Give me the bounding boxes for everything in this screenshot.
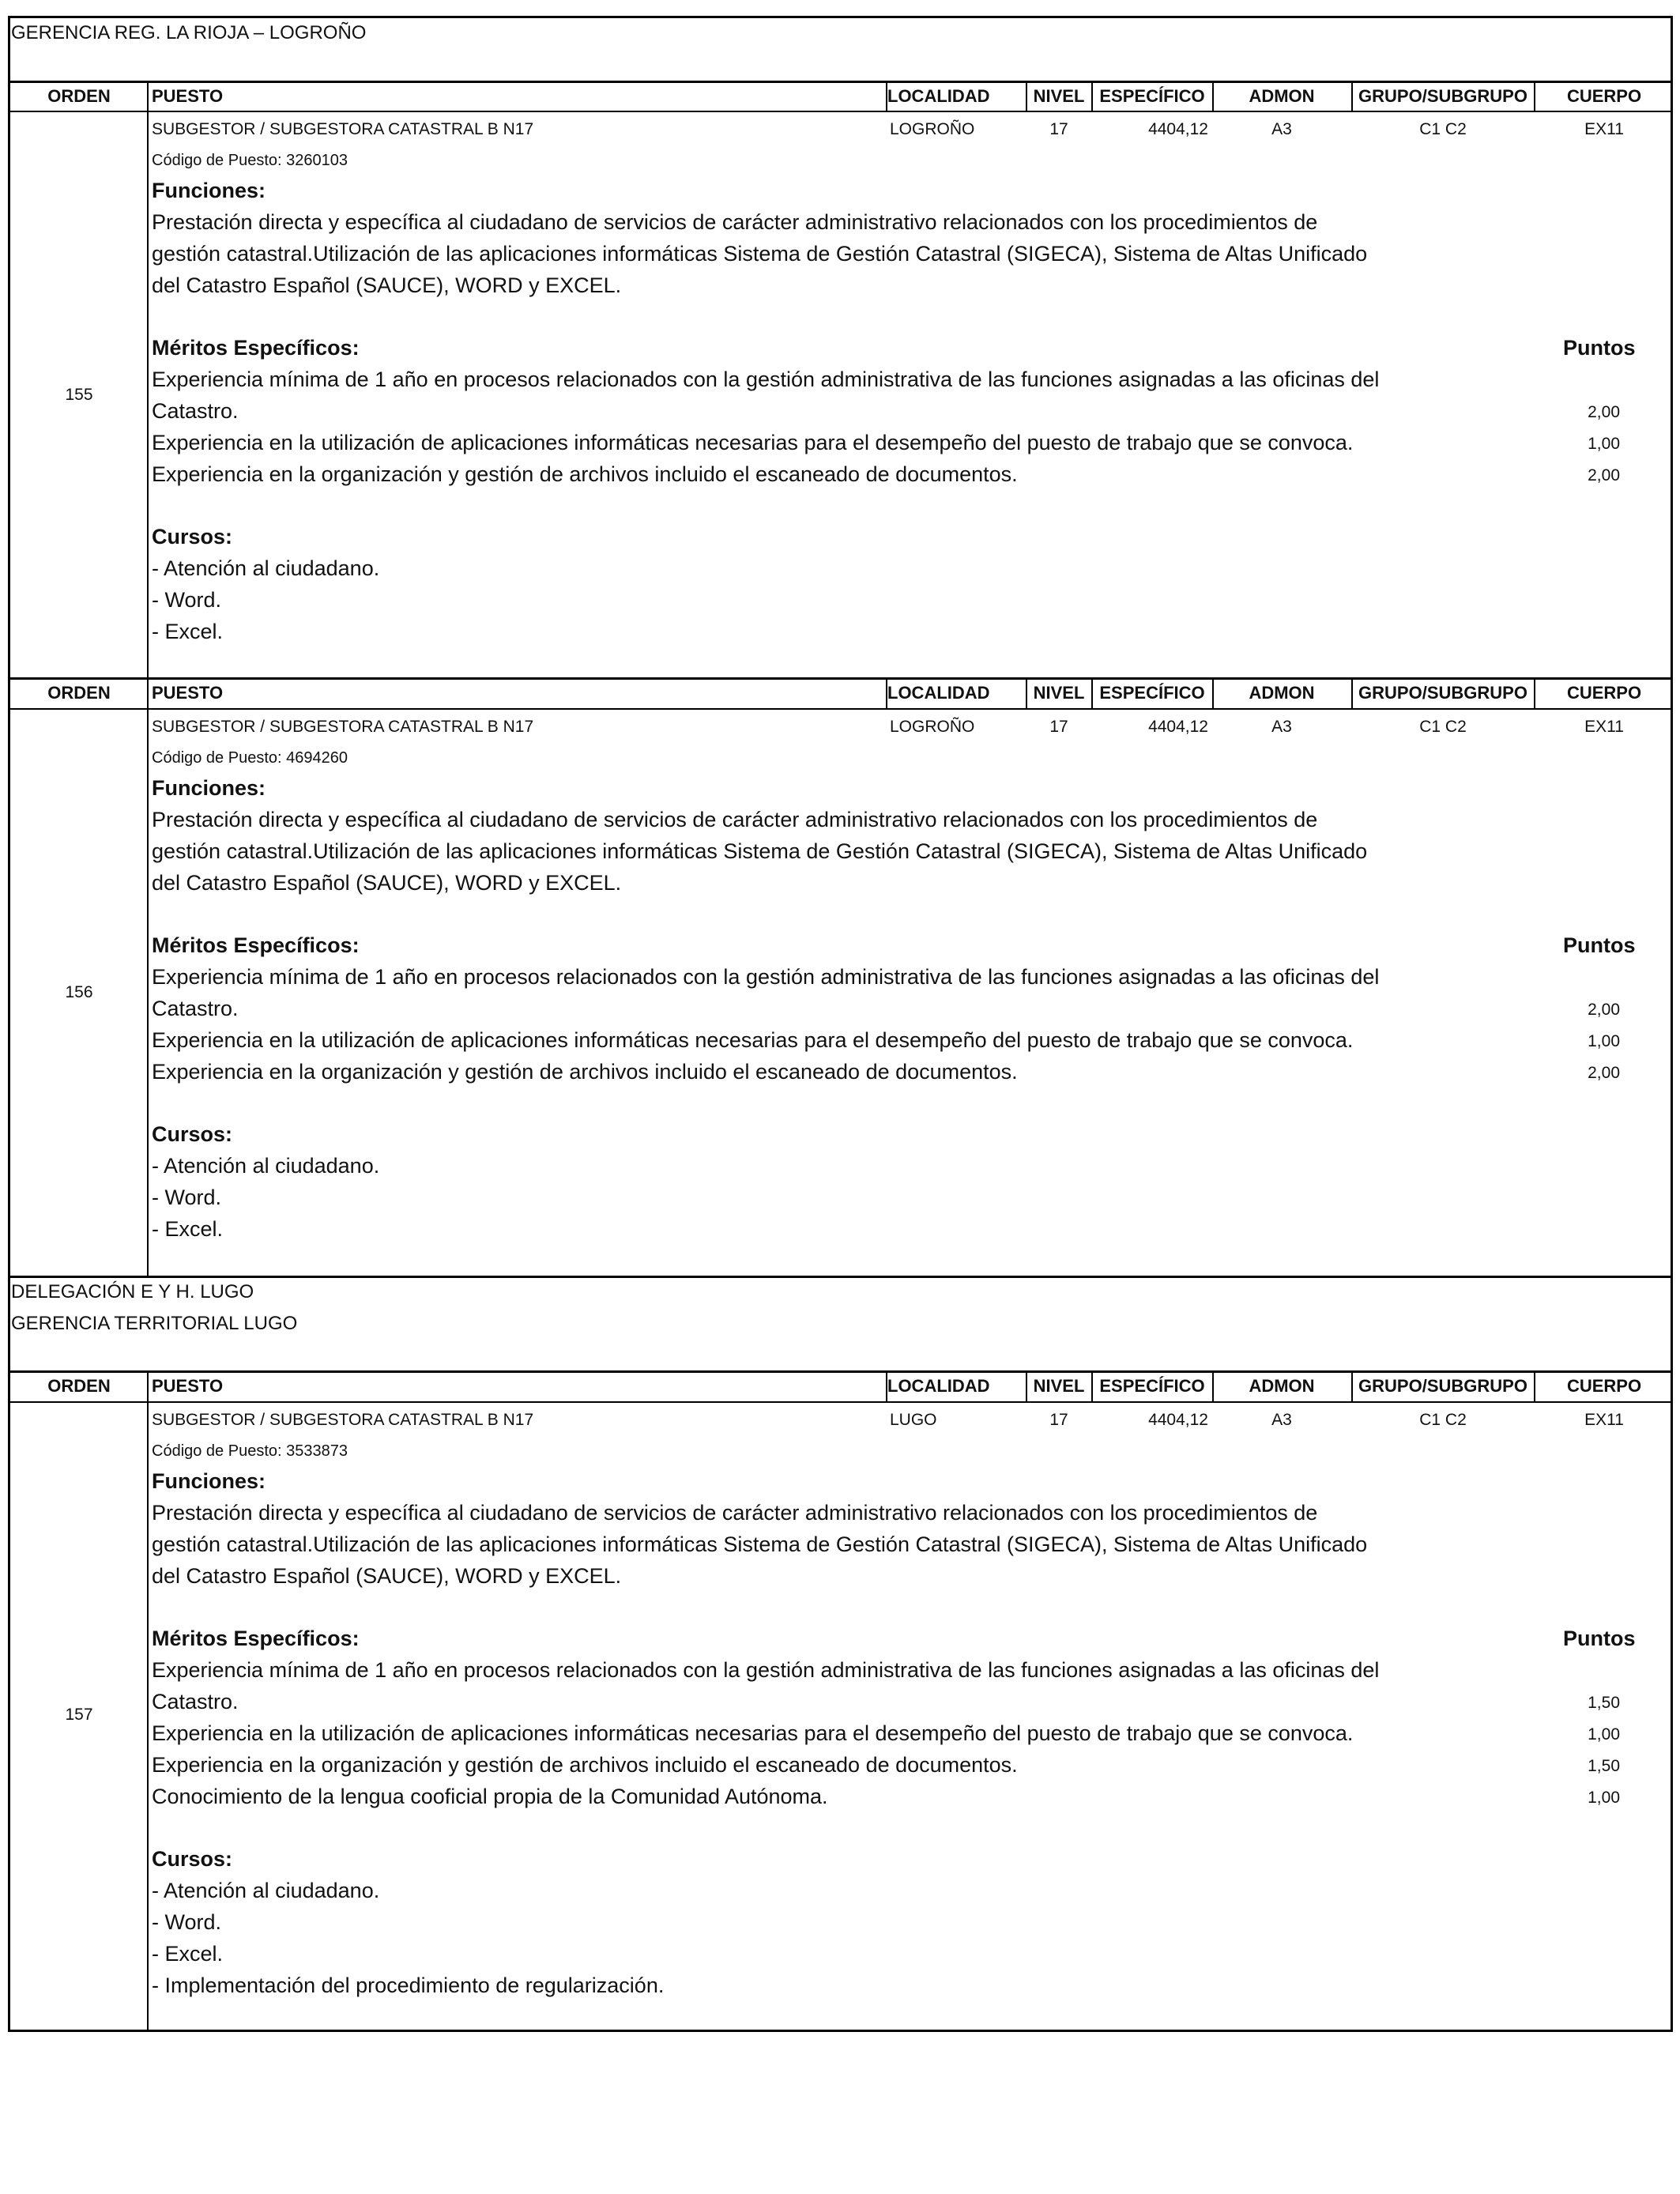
- curso-item: - Word.: [152, 1186, 222, 1209]
- entry-orden: 157: [65, 1706, 93, 1724]
- header-puesto: PUESTO: [152, 683, 224, 703]
- merito-line: Experiencia mínima de 1 año en procesos relacionados con la gestión administrativa de las funciones asignadas a las oficinas del: [152, 965, 1380, 989]
- merito-puntos: 1,00: [1588, 1032, 1620, 1050]
- entry-codigo: Código de Puesto: 3260103: [152, 152, 348, 169]
- curso-item: - Word.: [152, 588, 222, 612]
- header-grupo: GRUPO/SUBGRUPO: [1358, 683, 1527, 703]
- header-orden: ORDEN: [47, 86, 111, 106]
- curso-item: - Word.: [152, 1910, 222, 1934]
- col-divider: [1212, 677, 1214, 708]
- merito-puntos: 2,00: [1588, 403, 1620, 421]
- table-bottom-border: [8, 2030, 1673, 2032]
- header-orden: ORDEN: [47, 1376, 111, 1396]
- merito-line: Experiencia en la utilización de aplicaciones informáticas necesarias para el desempeño del puesto de trabajo que se convoca.: [152, 1028, 1354, 1052]
- col-divider: [1351, 81, 1353, 111]
- merito-puntos: 2,00: [1588, 1001, 1620, 1019]
- col-divider: [1091, 81, 1093, 111]
- header-especifico: ESPECÍFICO: [1099, 683, 1205, 703]
- merito-line: Experiencia en la organización y gestión de archivos incluido el escaneado de documentos.: [152, 1753, 1018, 1777]
- section-title: DELEGACIÓN E Y H. LUGO: [11, 1281, 254, 1302]
- header-puesto: PUESTO: [152, 1376, 224, 1396]
- entry-localidad: LUGO: [890, 1411, 937, 1429]
- funciones-line: del Catastro Español (SAUCE), WORD y EXCEL.: [152, 871, 622, 895]
- col-divider: [147, 81, 149, 677]
- entry-orden: 155: [65, 386, 93, 404]
- header-admon: ADMON: [1249, 1376, 1315, 1396]
- funciones-label: Funciones:: [152, 1469, 266, 1493]
- entry-cuerpo: EX11: [1584, 1411, 1624, 1429]
- col-divider: [1026, 1370, 1027, 1401]
- meritos-label: Méritos Específicos:: [152, 336, 360, 360]
- funciones-line: del Catastro Español (SAUCE), WORD y EXCEL.: [152, 1564, 622, 1588]
- merito-line: Experiencia en la organización y gestión de archivos incluido el escaneado de documentos.: [152, 462, 1018, 486]
- col-divider: [1534, 677, 1535, 708]
- curso-item: - Excel.: [152, 620, 224, 643]
- header-localidad: LOCALIDAD: [887, 86, 990, 106]
- col-divider: [1534, 81, 1535, 111]
- header-cuerpo: CUERPO: [1566, 86, 1642, 106]
- col-divider: [1026, 677, 1027, 708]
- header-admon: ADMON: [1249, 86, 1315, 106]
- header-nivel: NIVEL: [1033, 683, 1085, 703]
- funciones-label: Funciones:: [152, 179, 266, 202]
- entry-especifico: 4404,12: [1148, 718, 1208, 736]
- entry-puesto: SUBGESTOR / SUBGESTORA CATASTRAL B N17: [152, 1411, 534, 1429]
- entry-cuerpo: EX11: [1584, 120, 1624, 138]
- merito-line: Experiencia en la utilización de aplicaciones informáticas necesarias para el desempeño del puesto de trabajo que se convoca.: [152, 1721, 1354, 1745]
- col-divider: [1091, 677, 1093, 708]
- entry-cuerpo: EX11: [1584, 718, 1624, 736]
- merito-puntos: 1,50: [1588, 1757, 1620, 1775]
- curso-item: - Implementación del procedimiento de regularización.: [152, 1973, 665, 1997]
- merito-puntos: 1,00: [1588, 435, 1620, 453]
- merito-line: Conocimiento de la lengua cooficial propia de la Comunidad Autónoma.: [152, 1785, 828, 1808]
- curso-item: - Atención al ciudadano.: [152, 1879, 380, 1902]
- entry-localidad: LOGROÑO: [890, 120, 975, 138]
- funciones-line: Prestación directa y específica al ciudadano de servicios de carácter administrativo relacionados con los procedimientos de: [152, 210, 1318, 234]
- puntos-label: Puntos: [1563, 336, 1636, 360]
- funciones-line: Prestación directa y específica al ciudadano de servicios de carácter administrativo relacionados con los procedimientos de: [152, 808, 1318, 831]
- header-orden: ORDEN: [47, 683, 111, 703]
- merito-puntos: 1,00: [1588, 1789, 1620, 1807]
- entry-nivel: 17: [1049, 120, 1068, 138]
- entry-grupo: C1 C2: [1419, 718, 1467, 736]
- curso-item: - Excel.: [152, 1217, 224, 1241]
- merito-line: Experiencia mínima de 1 año en procesos relacionados con la gestión administrativa de las funciones asignadas a las oficinas del: [152, 1658, 1380, 1682]
- header-nivel: NIVEL: [1033, 86, 1085, 106]
- col-divider: [1351, 677, 1353, 708]
- col-divider: [1026, 81, 1027, 111]
- header-localidad: LOCALIDAD: [887, 683, 990, 703]
- header-grupo: GRUPO/SUBGRUPO: [1358, 1376, 1527, 1396]
- entry-puesto: SUBGESTOR / SUBGESTORA CATASTRAL B N17: [152, 120, 534, 138]
- merito-line: Catastro.: [152, 997, 239, 1020]
- merito-line: Experiencia mínima de 1 año en procesos relacionados con la gestión administrativa de las funciones asignadas a las oficinas del: [152, 368, 1380, 391]
- entry-puesto: SUBGESTOR / SUBGESTORA CATASTRAL B N17: [152, 718, 534, 736]
- funciones-label: Funciones:: [152, 776, 266, 800]
- col-divider: [886, 1370, 887, 1401]
- col-divider: [1212, 1370, 1214, 1401]
- table-top-border: [8, 16, 1673, 18]
- header-admon: ADMON: [1249, 683, 1315, 703]
- funciones-line: gestión catastral.Utilización de las aplicaciones informáticas Sistema de Gestión Catastral (SIGECA), Sistema de Altas Unificado: [152, 839, 1368, 863]
- entry-codigo: Código de Puesto: 3533873: [152, 1442, 348, 1460]
- col-divider: [147, 1370, 149, 2031]
- header-localidad: LOCALIDAD: [887, 1376, 990, 1396]
- entry-grupo: C1 C2: [1419, 120, 1467, 138]
- col-divider: [147, 677, 149, 1276]
- entry-nivel: 17: [1049, 1411, 1068, 1429]
- curso-item: - Atención al ciudadano.: [152, 556, 380, 580]
- cursos-label: Cursos:: [152, 1847, 233, 1871]
- entry-especifico: 4404,12: [1148, 120, 1208, 138]
- merito-line: Experiencia en la organización y gestión de archivos incluido el escaneado de documentos.: [152, 1060, 1018, 1084]
- entry-nivel: 17: [1049, 718, 1068, 736]
- section-subtitle: GERENCIA TERRITORIAL LUGO: [11, 1313, 298, 1334]
- entry-admon: A3: [1271, 718, 1292, 736]
- entry-especifico: 4404,12: [1148, 1411, 1208, 1429]
- merito-puntos: 1,50: [1588, 1694, 1620, 1712]
- header-nivel: NIVEL: [1033, 1376, 1085, 1396]
- header-cuerpo: CUERPO: [1566, 683, 1642, 703]
- entry-codigo: Código de Puesto: 4694260: [152, 749, 348, 767]
- merito-line: Catastro.: [152, 1690, 239, 1713]
- col-divider: [1351, 1370, 1353, 1401]
- funciones-line: gestión catastral.Utilización de las aplicaciones informáticas Sistema de Gestión Catastral (SIGECA), Sistema de Altas Unificado: [152, 242, 1368, 266]
- entry-localidad: LOGROÑO: [890, 718, 975, 736]
- funciones-line: Prestación directa y específica al ciudadano de servicios de carácter administrativo relacionados con los procedimientos de: [152, 1501, 1318, 1525]
- entry-grupo: C1 C2: [1419, 1411, 1467, 1429]
- col-divider: [886, 677, 887, 708]
- header-especifico: ESPECÍFICO: [1099, 86, 1205, 106]
- section-title: GERENCIA REG. LA RIOJA – LOGROÑO: [11, 22, 367, 43]
- curso-item: - Atención al ciudadano.: [152, 1154, 380, 1178]
- meritos-label: Méritos Específicos:: [152, 1627, 360, 1650]
- entry-orden: 156: [65, 983, 93, 1001]
- header-puesto: PUESTO: [152, 86, 224, 106]
- merito-puntos: 1,00: [1588, 1725, 1620, 1744]
- funciones-line: gestión catastral.Utilización de las aplicaciones informáticas Sistema de Gestión Catastral (SIGECA), Sistema de Altas Unificado: [152, 1532, 1368, 1556]
- header-especifico: ESPECÍFICO: [1099, 1376, 1205, 1396]
- funciones-line: del Catastro Español (SAUCE), WORD y EXCEL.: [152, 273, 622, 297]
- cursos-label: Cursos:: [152, 525, 233, 548]
- merito-line: Experiencia en la utilización de aplicaciones informáticas necesarias para el desempeño del puesto de trabajo que se convoca.: [152, 431, 1354, 454]
- puntos-label: Puntos: [1563, 933, 1636, 957]
- col-divider: [1091, 1370, 1093, 1401]
- col-divider: [886, 81, 887, 111]
- cursos-label: Cursos:: [152, 1122, 233, 1146]
- merito-puntos: 2,00: [1588, 466, 1620, 484]
- col-divider: [1212, 81, 1214, 111]
- header-cuerpo: CUERPO: [1566, 1376, 1642, 1396]
- merito-puntos: 2,00: [1588, 1064, 1620, 1082]
- section-divider: [8, 1276, 1673, 1278]
- col-divider: [1534, 1370, 1535, 1401]
- puntos-label: Puntos: [1563, 1627, 1636, 1650]
- merito-line: Catastro.: [152, 399, 239, 423]
- entry-admon: A3: [1271, 1411, 1292, 1429]
- entry-admon: A3: [1271, 120, 1292, 138]
- curso-item: - Excel.: [152, 1942, 224, 1966]
- header-grupo: GRUPO/SUBGRUPO: [1358, 86, 1527, 106]
- meritos-label: Méritos Específicos:: [152, 933, 360, 957]
